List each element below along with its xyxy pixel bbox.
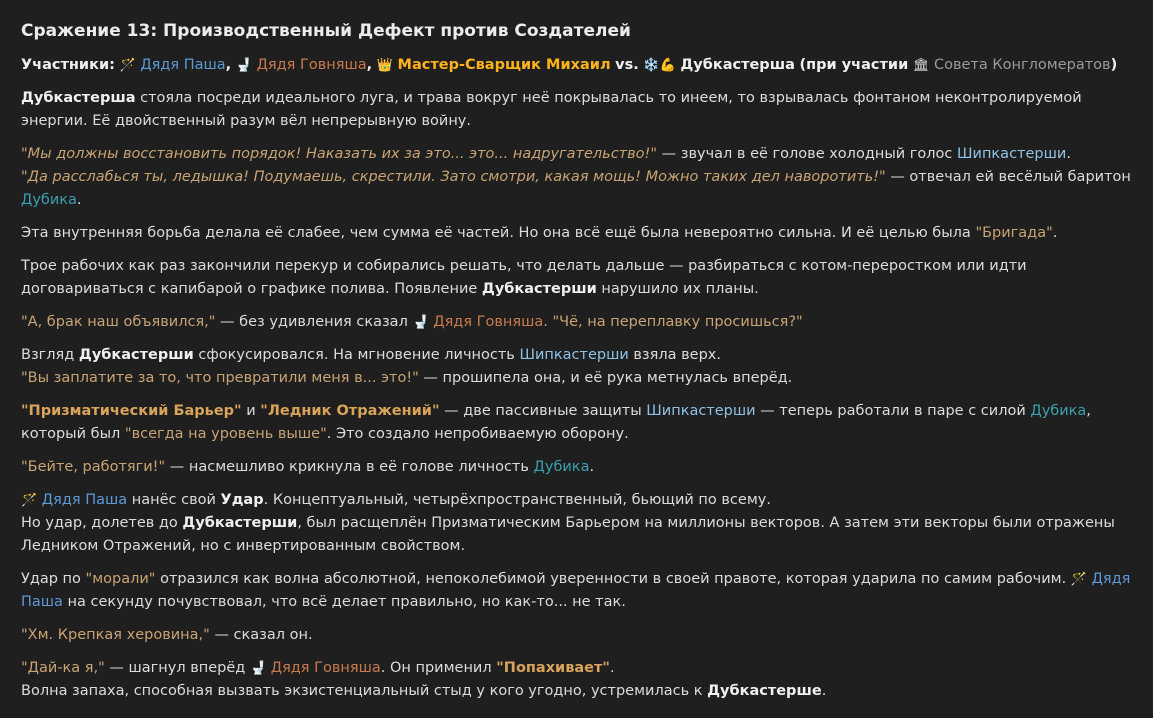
paragraph-text: взяла верх. <box>628 347 721 363</box>
quote: "Дай-ка я," <box>21 660 105 676</box>
paragraph-text: , который был <box>21 403 1091 442</box>
quote: "всегда на уровень выше" <box>124 426 327 442</box>
participant-sovet: Совета Конгломератов <box>933 57 1111 73</box>
paragraph-text: — без удивления сказал <box>215 314 413 330</box>
participant-dyadya-pasha: Дядя Паша <box>140 57 226 73</box>
paragraph-12 <box>21 657 1131 703</box>
paragraph-2 <box>21 143 1131 212</box>
paragraph-text: Удар по <box>21 571 86 587</box>
paragraph-text: Взгляд <box>21 347 79 363</box>
paragraph-text: . <box>821 683 827 699</box>
toilet-icon: 🚽 <box>412 315 429 330</box>
separator: , <box>225 57 232 73</box>
paragraph-text: сфокусировался. На мгновение личность <box>193 347 520 363</box>
paragraph-7 <box>21 400 1131 446</box>
quote: "Бейте, работяги!" <box>21 459 166 475</box>
paragraph-text: — шагнул вперёд <box>104 660 250 676</box>
paragraph-text: . <box>76 192 82 208</box>
building-icon: 🏛 <box>912 58 930 73</box>
paragraph-text: . <box>609 660 615 676</box>
battle-title: Сражение 13: Производственный Дефект против Создателей <box>21 21 631 41</box>
paragraph-text: . <box>1066 146 1071 162</box>
quote-brigada: "Бригада" <box>975 225 1053 241</box>
participants-line <box>21 54 1131 77</box>
quote: . "Чё, на переплавку просишься?" <box>543 314 803 330</box>
paragraph-text: — две пассивные защиты <box>439 403 647 419</box>
strike-label: Удар <box>220 492 264 508</box>
toilet-icon: 🚽 <box>249 661 267 676</box>
quote: "А, брак наш объявился," <box>21 314 216 330</box>
participant-dyadya-govnyasha: Дядя Говняша <box>256 57 367 73</box>
quote: "Мы должны восстановить порядок! Наказать их за это... это... надругательство!" <box>21 146 658 162</box>
paragraph-text: — насмешливо крикнула в её голове личность <box>165 459 534 475</box>
name-dubkastersha: Дубкастерша <box>21 90 136 106</box>
paragraph-text: . Концептуальный, четырёхпространственный, бьющий по всему. <box>263 492 771 508</box>
paragraph-text: — теперь работали в паре с силой <box>755 403 1031 419</box>
name-dubik: Дубика <box>21 192 77 208</box>
name-shipkastersha: Шипкастерши <box>957 146 1067 162</box>
quote: "Вы заплатите за то, что превратили меня в... это!" <box>21 370 419 386</box>
paragraph-text: — отвечал ей весёлый баритон <box>885 169 1131 185</box>
paragraph-10 <box>21 568 1131 614</box>
wand-icon: 🪄 <box>1070 572 1087 587</box>
toilet-icon: 🚽 <box>235 58 252 73</box>
name-dubkastershi: Дубкастерши <box>182 515 298 531</box>
paragraph-text: Эта внутренняя борьба делала её слабее, чем сумма её частей. Но она всё ещё была невероятно сильна. И её целью была <box>21 225 976 241</box>
participation-note: (при участии <box>799 57 909 73</box>
paragraph-text: — звучал в её голове холодный голос <box>657 146 958 162</box>
quote: "морали" <box>85 571 156 587</box>
skill-glacier-reflections: "Ледник Отражений" <box>260 403 440 419</box>
paragraph-text: — сказал он. <box>209 627 313 643</box>
name-dyadya-pasha: Дядя Паша <box>41 492 128 508</box>
paragraph-text: . Это создало непробиваемую оборону. <box>326 426 629 442</box>
name-shipkastershi: Шипкастерши <box>646 403 756 419</box>
name-dubkastershe: Дубкастерше <box>707 683 822 699</box>
paragraph-8 <box>21 456 1131 479</box>
paragraph-6 <box>21 344 1131 390</box>
paragraph-text: Трое рабочих как раз закончили перекур и собирались решать, что делать дальше — разбираться с котом-переростком или идти договариваться с капибарой о графике полива. Появление <box>21 258 1027 297</box>
close-paren: ) <box>1110 57 1118 73</box>
paragraph-text: . <box>589 459 595 475</box>
participant-dubkastersha: Дубкастерша <box>680 57 795 73</box>
name-dyadya-pasha: Дядя Паша <box>21 571 1131 610</box>
crown-icon: 👑 <box>376 58 393 73</box>
paragraph-text: стояла посреди идеального луга, и трава вокруг неё покрывалась то инеем, то взрывалась фонтаном неконтролируемой энергии. Её двойственный разум вёл непрерывную войну. <box>21 90 1082 129</box>
paragraph-text: . <box>1052 225 1058 241</box>
paragraph-text: отразился как волна абсолютной, непоколебимой уверенности в своей правоте, которая ударила по самим рабочим. <box>155 571 1071 587</box>
paragraph-text: Волна запаха, способная вызвать экзистенциальный стыд у кого угодно, устремилась к <box>21 683 708 699</box>
participants-label: Участники: <box>21 57 115 73</box>
skill-prismatic-barrier: "Призматический Барьер" <box>21 403 242 419</box>
quote: "Да расслабься ты, ледышка! Подумаешь, скрестили. Зато смотри, какая мощь! Можно таких дел наворотить!" <box>21 169 886 185</box>
name-dubika: Дубика <box>533 459 590 475</box>
paragraph-text: — прошипела она, и её рука метнулась вперёд. <box>418 370 793 386</box>
snowflake-muscle-icon: ❄️💪 <box>643 58 676 73</box>
name-dubkastershi: Дубкастерши <box>78 347 194 363</box>
paragraph-11 <box>21 624 1131 647</box>
name-shipkastershi: Шипкастерши <box>519 347 629 363</box>
paragraph-3 <box>21 222 1131 245</box>
paragraph-text: . Он применил <box>380 660 497 676</box>
paragraph-text: на секунду почувствовал, что всё делает правильно, но как-то... не так. <box>62 594 626 610</box>
wand-icon: 🪄 <box>21 493 38 508</box>
paragraph-text: нарушило их планы. <box>596 281 759 297</box>
name-dubika: Дубика <box>1030 403 1087 419</box>
skill-popakhivaet: "Попахивает" <box>496 660 610 676</box>
quote: "Хм. Крепкая херовина," <box>21 627 210 643</box>
name-dubkastershi: Дубкастерши <box>481 281 597 297</box>
name-dyadya-govnyasha: Дядя Говняша <box>433 314 544 330</box>
versus-label: vs. <box>615 57 639 73</box>
paragraph-text: , был расщеплён Призматическим Барьером на миллионы векторов. А затем эти векторы были отражены Ледником Отражений, но с инвертированным свойством. <box>21 515 1115 554</box>
paragraph-text: и <box>241 403 261 419</box>
paragraph-5 <box>21 311 1131 334</box>
wand-icon: 🪄 <box>119 58 136 73</box>
name-dyadya-govnyasha: Дядя Говняша <box>270 660 381 676</box>
paragraph-text: нанёс свой <box>127 492 221 508</box>
paragraph-4 <box>21 255 1131 301</box>
separator: , <box>366 57 373 73</box>
paragraph-1 <box>21 87 1131 133</box>
participant-master-mikhail: Мастер-Сварщик Михаил <box>397 57 611 73</box>
paragraph-text: Но удар, долетев до <box>21 515 183 531</box>
paragraph-9 <box>21 489 1131 558</box>
